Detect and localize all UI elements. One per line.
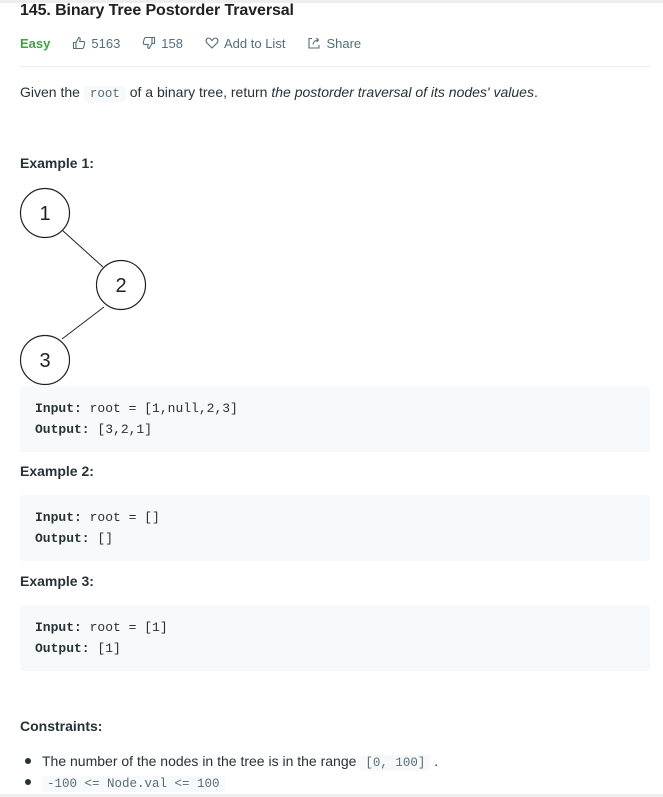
add-to-list-label: Add to List [224, 35, 286, 51]
example-1-heading: Example 1: [20, 155, 94, 171]
constraint-value-code: -100 <= Node.val <= 100 [42, 776, 225, 792]
constraints-list [42, 752, 438, 794]
problem-title: 145. Binary Tree Postorder Traversal [20, 2, 294, 19]
tree-node-3-label: 3 [39, 350, 51, 372]
problem-description: Given the root of a binary tree, return the postorder traversal of its nodes' values. [20, 84, 538, 101]
tree-edge-1-2 [62, 230, 103, 267]
example-1-code-block [20, 386, 650, 452]
tree-node-2-label: 2 [115, 275, 127, 297]
difficulty-badge: Easy [20, 35, 51, 51]
tree-node-1-label: 1 [39, 203, 51, 225]
constraints-heading: Constraints: [20, 718, 103, 734]
like-count: 5163 [91, 35, 121, 51]
heart-icon [205, 36, 219, 50]
like-button[interactable] [72, 36, 120, 51]
problem-meta-bar [20, 34, 383, 52]
example-2-output-line: Output: [] [35, 531, 114, 546]
thumbs-down-icon [142, 36, 156, 50]
constraint-range-code: [0, 100] [360, 755, 430, 771]
thumbs-up-icon [72, 36, 86, 50]
example-3-heading: Example 3: [20, 573, 94, 589]
constraint-item-1: The number of the nodes in the tree is in the range [0, 100] . [42, 752, 438, 773]
binary-tree-diagram [18, 185, 158, 390]
example-3-input-line: Input: root = [1] [35, 620, 168, 635]
example-1-input-line: Input: root = [1,null,2,3] [35, 401, 238, 416]
dislike-count: 158 [161, 35, 183, 51]
example-3-output-line: Output: [1] [35, 641, 121, 656]
example-3-code-block [20, 605, 650, 671]
dislike-button[interactable] [142, 36, 183, 51]
header-divider [20, 66, 651, 67]
share-label: Share [326, 35, 362, 51]
add-to-list-button[interactable] [205, 36, 285, 51]
example-2-input-line: Input: root = [] [35, 510, 160, 525]
example-2-heading: Example 2: [20, 463, 94, 479]
inline-code-root: root [84, 86, 126, 102]
example-2-code-block [20, 495, 650, 561]
tree-edge-2-3 [62, 307, 104, 339]
share-button[interactable] [307, 36, 361, 51]
constraint-item-2 [42, 773, 438, 794]
example-1-output-line: Output: [3,2,1] [35, 422, 153, 437]
share-icon [307, 36, 321, 50]
description-emphasis: the postorder traversal of its nodes' values [271, 84, 534, 100]
